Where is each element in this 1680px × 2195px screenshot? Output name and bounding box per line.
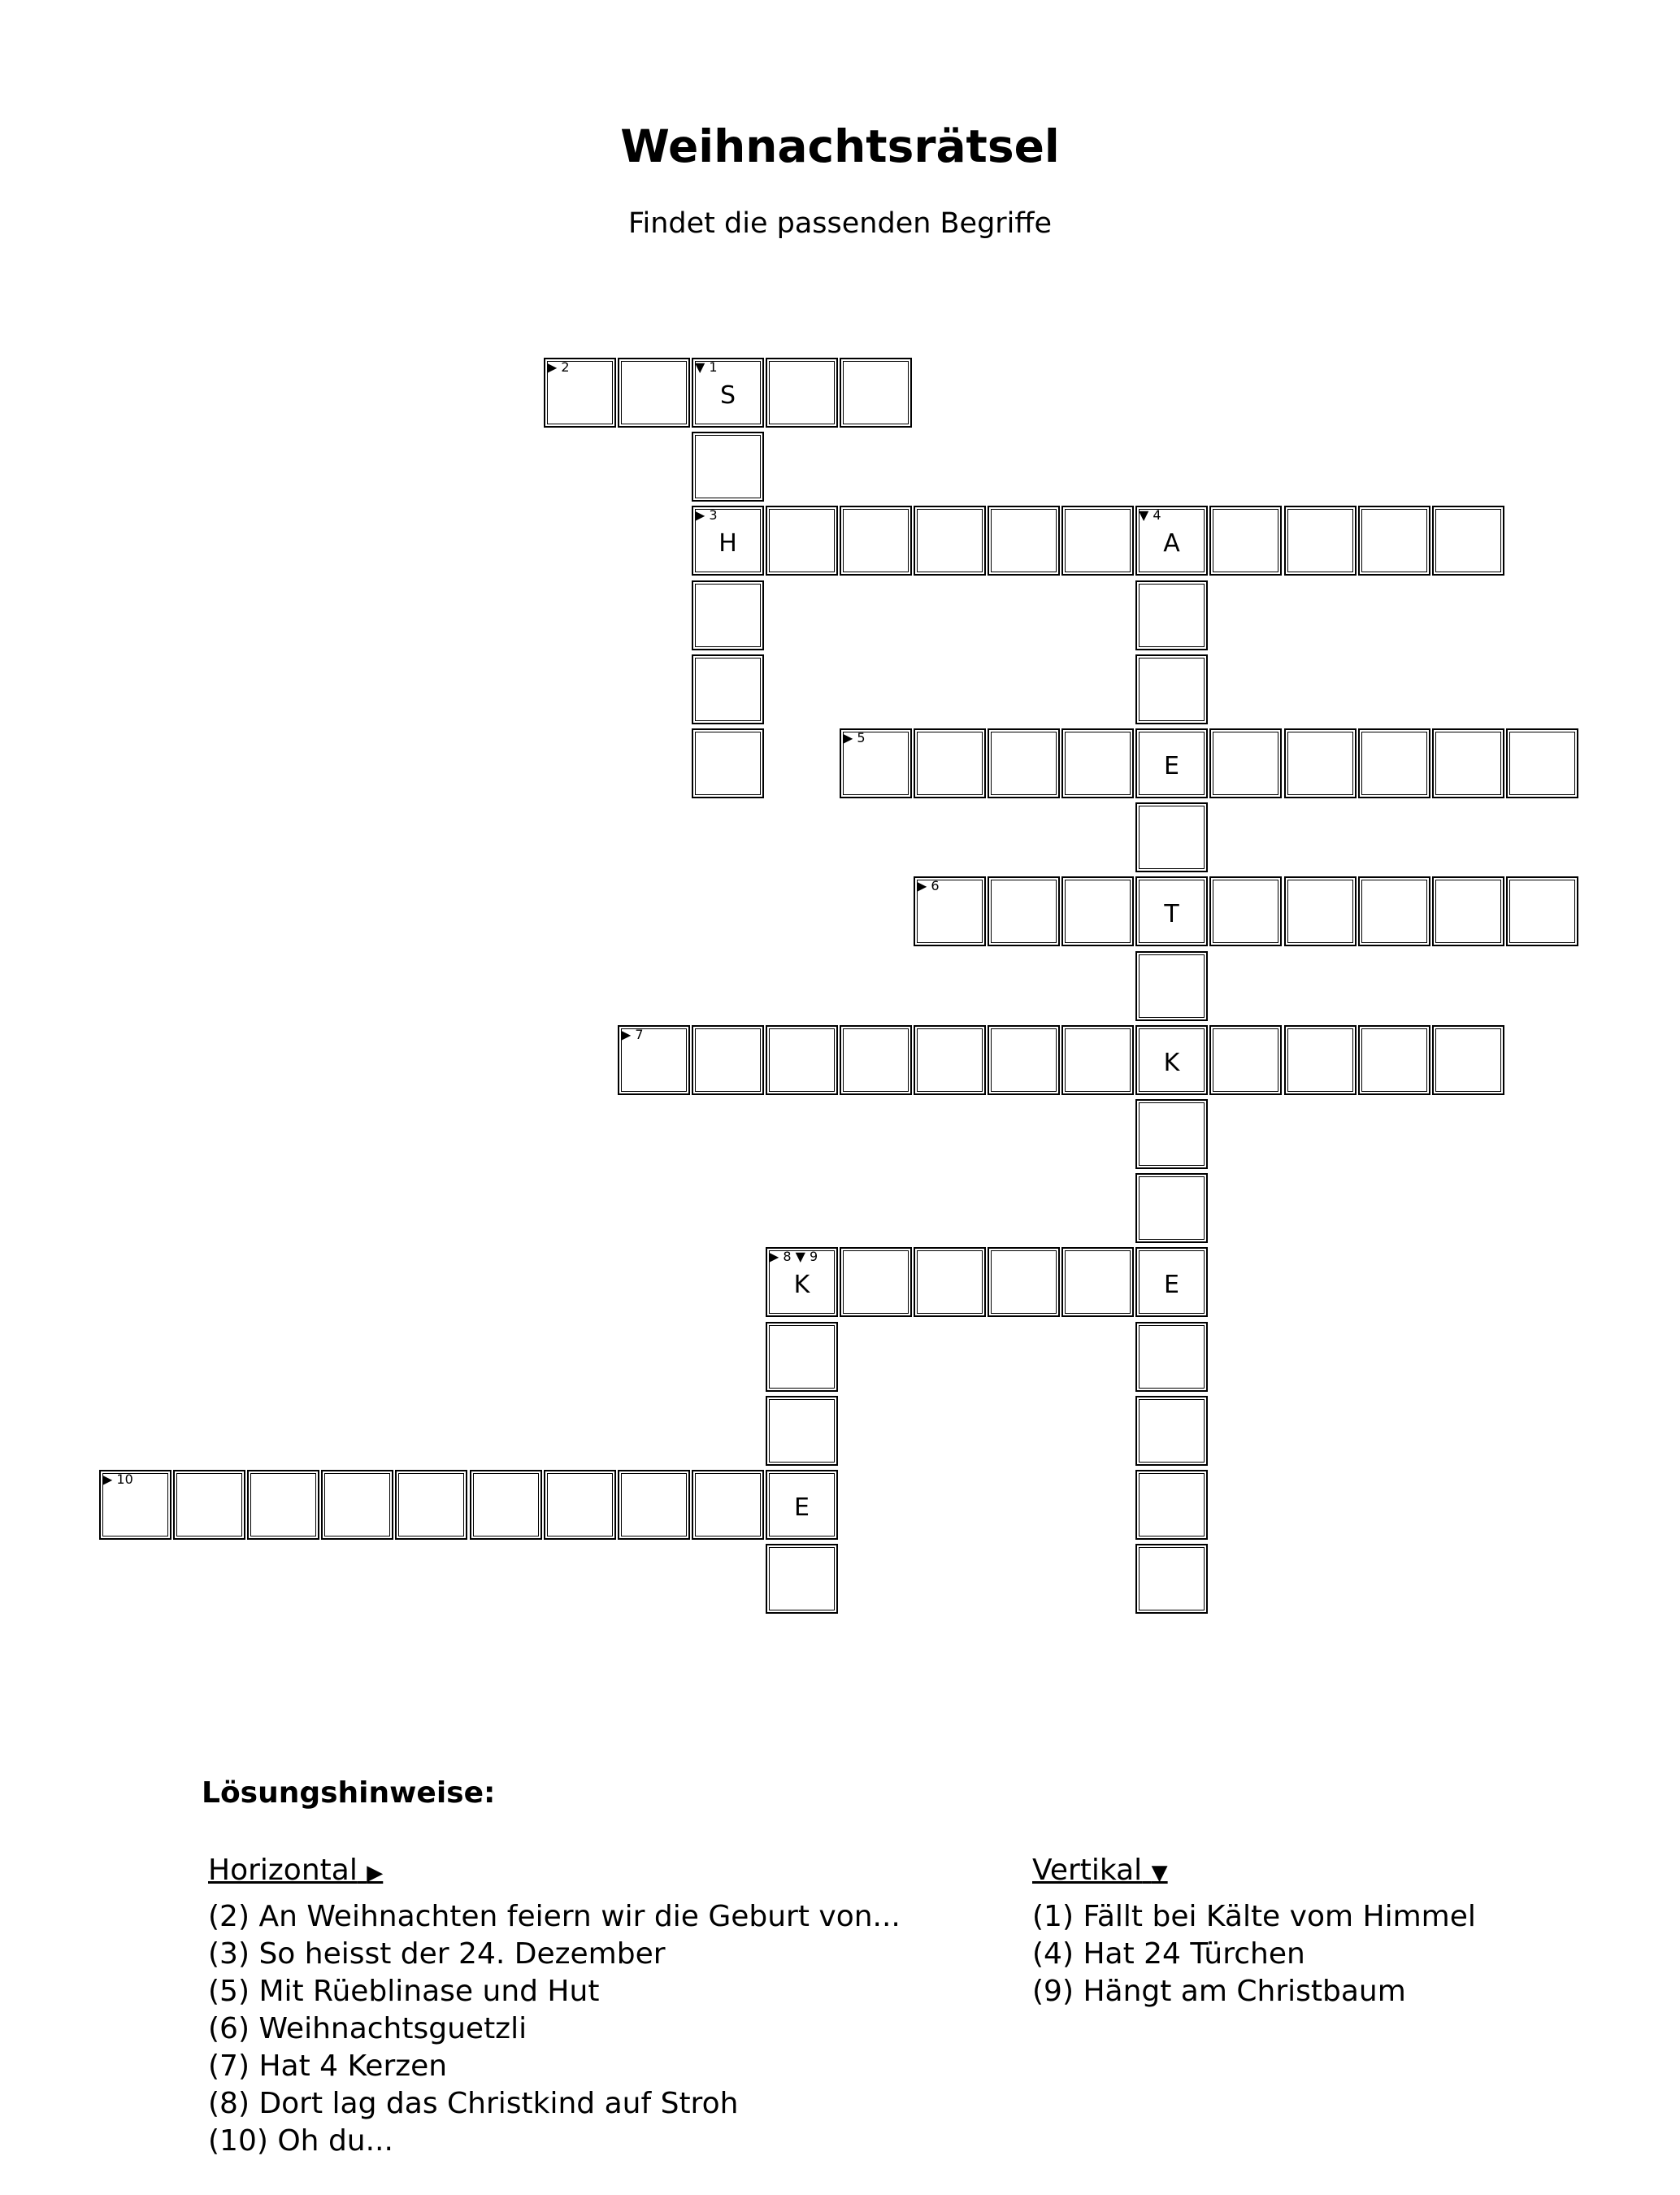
crossword-cell[interactable] (692, 432, 764, 502)
crossword-cell[interactable] (988, 876, 1060, 946)
crossword-cell[interactable] (1209, 1025, 1282, 1095)
crossword-cell[interactable] (1432, 1025, 1504, 1095)
clue-number: ▶ 5 (843, 730, 866, 745)
crossword-cell[interactable] (1135, 1322, 1208, 1392)
cell-letter: E (1164, 1271, 1179, 1299)
cell-letter: E (1164, 752, 1179, 780)
crossword-cell[interactable] (914, 1025, 986, 1095)
crossword-cell[interactable] (988, 728, 1060, 798)
page-subtitle: Findet die passenden Begriffe (627, 207, 1053, 240)
clue-number: ▶ 3 (695, 507, 718, 523)
crossword-cell[interactable] (840, 358, 912, 428)
crossword-cell[interactable] (766, 1247, 838, 1317)
crossword-cell[interactable] (1135, 951, 1208, 1021)
crossword-cell[interactable] (766, 1396, 838, 1466)
vertical-clues (1032, 1852, 1476, 2010)
clue-horizontal: (8) Dort lag das Christkind auf Stroh (208, 2087, 739, 2120)
crossword-cell[interactable] (321, 1470, 393, 1540)
crossword-cell[interactable] (692, 1470, 764, 1540)
crossword-cell[interactable] (1432, 876, 1504, 946)
crossword-cell[interactable] (1135, 1544, 1208, 1614)
crossword-cell[interactable] (766, 1470, 838, 1540)
crossword-cell[interactable] (1061, 1025, 1134, 1095)
crossword-cell[interactable] (1135, 506, 1208, 576)
crossword-cell[interactable] (1135, 1099, 1208, 1169)
crossword-cell[interactable] (692, 728, 764, 798)
down-arrow-icon: ▼ (1151, 1861, 1168, 1885)
crossword-cell[interactable] (1135, 876, 1208, 946)
crossword-cell[interactable] (1506, 728, 1578, 798)
clue-number: ▶ 7 (621, 1027, 644, 1042)
crossword-cell[interactable] (1209, 876, 1282, 946)
right-arrow-icon: ▶ (367, 1861, 384, 1885)
crossword-cell[interactable] (1506, 876, 1578, 946)
horizontal-clues (208, 1852, 901, 2160)
hints-title: Lösungshinweise: (202, 1776, 496, 1810)
clue-vertical: (4) Hat 24 Türchen (1032, 1937, 1305, 1971)
clue-horizontal: (2) An Weihnachten feiern wir die Geburt von... (208, 1900, 901, 1933)
crossword-cell[interactable] (840, 1025, 912, 1095)
page-title: Weihnachtsrätsel (620, 120, 1060, 172)
crossword-cell[interactable] (1061, 876, 1134, 946)
clue-horizontal: (6) Weihnachtsguetzli (208, 2012, 527, 2045)
crossword-cell[interactable] (692, 1025, 764, 1095)
crossword-cell[interactable] (1135, 654, 1208, 724)
crossword-cell[interactable] (99, 1470, 171, 1540)
cell-letter: A (1163, 529, 1180, 558)
clue-vertical: (9) Hängt am Christbaum (1032, 1975, 1406, 2008)
crossword-cell[interactable] (470, 1470, 542, 1540)
crossword-cell[interactable] (1135, 1396, 1208, 1466)
crossword-cell[interactable] (840, 728, 912, 798)
crossword-cell[interactable] (618, 1470, 690, 1540)
cell-letter: T (1164, 900, 1179, 928)
crossword-cell[interactable] (544, 358, 616, 428)
crossword-cell[interactable] (1135, 1470, 1208, 1540)
crossword-cell[interactable] (247, 1470, 319, 1540)
horizontal-heading: Horizontal ▶ (208, 1854, 384, 1887)
crossword-cell[interactable] (692, 580, 764, 650)
clue-number: ▶ 10 (102, 1471, 133, 1487)
crossword-cell[interactable] (1135, 1173, 1208, 1243)
crossword-cell[interactable] (766, 358, 838, 428)
crossword-cell[interactable] (988, 506, 1060, 576)
clue-number: ▼ 4 (1139, 507, 1161, 523)
cell-letter: K (1163, 1049, 1180, 1077)
crossword-cell[interactable] (395, 1470, 467, 1540)
clue-number: ▶ 6 (917, 878, 940, 893)
crossword-cell[interactable] (1135, 1247, 1208, 1317)
crossword-cell[interactable] (1432, 728, 1504, 798)
clue-number: ▶ 2 (547, 359, 570, 375)
crossword-cell[interactable] (1284, 1025, 1357, 1095)
crossword-cell[interactable] (1135, 1025, 1208, 1095)
crossword-cell[interactable] (840, 506, 912, 576)
crossword-cell[interactable] (1358, 506, 1430, 576)
clue-number: ▼ 1 (695, 359, 718, 375)
crossword-cell[interactable] (692, 358, 764, 428)
crossword-cell[interactable] (914, 506, 986, 576)
crossword-cell[interactable] (1358, 728, 1430, 798)
crossword-cell[interactable] (1209, 728, 1282, 798)
crossword-cell[interactable] (1284, 728, 1357, 798)
crossword-cell[interactable] (1135, 802, 1208, 872)
crossword-cell[interactable] (988, 1247, 1060, 1317)
crossword-cell[interactable] (914, 1247, 986, 1317)
crossword-cell[interactable] (1284, 506, 1357, 576)
crossword-cell[interactable] (1432, 506, 1504, 576)
crossword-cell[interactable] (1358, 1025, 1430, 1095)
clue-horizontal: (3) So heisst der 24. Dezember (208, 1937, 666, 1971)
clue-horizontal: (7) Hat 4 Kerzen (208, 2049, 448, 2083)
crossword-cell[interactable] (1061, 728, 1134, 798)
crossword-cell[interactable] (840, 1247, 912, 1317)
crossword-cell[interactable] (618, 358, 690, 428)
crossword-cell[interactable] (1209, 506, 1282, 576)
cell-letter: K (793, 1271, 810, 1299)
crossword-cell[interactable] (1284, 876, 1357, 946)
crossword-cell[interactable] (766, 1322, 838, 1392)
clue-horizontal: (5) Mit Rüeblinase und Hut (208, 1975, 600, 2008)
crossword-cell[interactable] (692, 506, 764, 576)
crossword-cell[interactable] (1358, 876, 1430, 946)
crossword-cell[interactable] (692, 654, 764, 724)
crossword-cell[interactable] (1135, 580, 1208, 650)
crossword-cell[interactable] (766, 1544, 838, 1614)
crossword-cell[interactable] (1135, 728, 1208, 798)
clue-vertical: (1) Fällt bei Kälte vom Himmel (1032, 1900, 1476, 1933)
crossword-cell[interactable] (988, 1025, 1060, 1095)
crossword-cell[interactable] (914, 728, 986, 798)
vertical-heading: Vertikal ▼ (1032, 1854, 1168, 1887)
crossword-cell[interactable] (1061, 506, 1134, 576)
clue-horizontal: (10) Oh du... (208, 2124, 393, 2158)
cell-letter: S (719, 381, 736, 410)
clue-number: ▶ 8 ▼ 9 (769, 1249, 818, 1264)
crossword-cell[interactable] (766, 1025, 838, 1095)
crossword-cell[interactable] (766, 506, 838, 576)
crossword-cell[interactable] (544, 1470, 616, 1540)
crossword-cell[interactable] (914, 876, 986, 946)
crossword-cell[interactable] (1061, 1247, 1134, 1317)
crossword-cell[interactable] (618, 1025, 690, 1095)
cell-letter: E (794, 1493, 810, 1522)
cell-letter: H (718, 529, 737, 558)
crossword-cell[interactable] (173, 1470, 245, 1540)
